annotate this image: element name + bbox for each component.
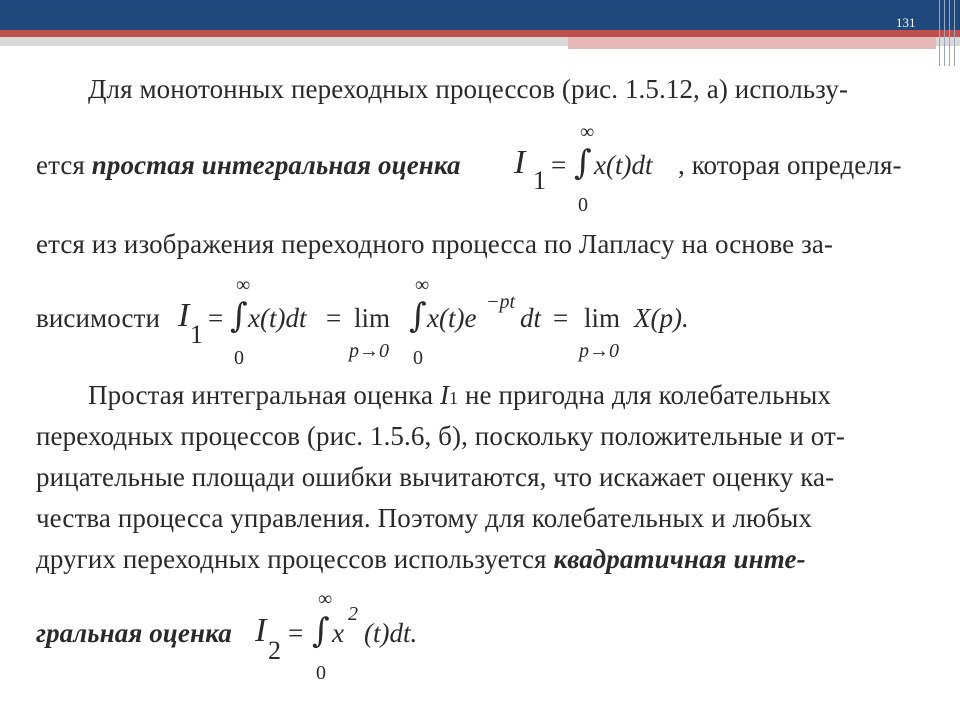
text-line-1: Для монотонных переходных процессов (рис. 1.5.12, а) использу- <box>88 74 849 104</box>
header-accent-red <box>0 30 960 37</box>
text-line-5 <box>88 380 831 411</box>
decorative-lines <box>936 0 960 66</box>
integrand: x <box>332 618 344 648</box>
text-line-9a: других переходных процессов используется <box>36 544 554 574</box>
equals-sign: = <box>288 618 304 648</box>
text-line-8: чества процесса управления. Поэтому для колебательных и любых <box>36 503 812 533</box>
equals-sign: = <box>553 303 569 333</box>
text-line-5b: не пригодна для колебательных <box>458 380 831 410</box>
limit-sub: p→0 <box>349 340 389 362</box>
text-line-10: гральная оценка <box>36 618 232 648</box>
text-line-3: ется из изображения переходного процесса по Лапласу на основе за- <box>36 229 834 259</box>
text-line-7: рицательные площади ошибки вычитаются, что искажает оценку ка- <box>36 462 835 492</box>
symbol-I: I <box>255 612 267 649</box>
lower-bound: 0 <box>316 662 326 684</box>
text-line-5a: Простая интегральная оценка <box>88 380 440 410</box>
upper-bound: ∞ <box>580 121 595 143</box>
integrand: x(t)dt <box>594 150 653 180</box>
integral-sign: ∫ <box>409 296 427 336</box>
text-line-2c: , которая определя- <box>678 150 902 180</box>
limit-sub: p→0 <box>579 340 619 362</box>
upper-bound: ∞ <box>415 274 430 296</box>
equals-sign: = <box>208 303 224 333</box>
subscript-2: 2 <box>268 636 281 665</box>
lower-bound: 0 <box>234 347 244 369</box>
subscript-1: 1 <box>449 388 459 408</box>
text-line-2 <box>36 150 461 181</box>
header-accent-pink <box>568 37 936 49</box>
symbol-I: I <box>439 380 450 410</box>
upper-bound: ∞ <box>318 588 333 610</box>
integrand: x(t)e <box>427 303 477 333</box>
page-number: 131 <box>896 15 916 30</box>
text-line-2a: ется <box>36 150 92 180</box>
lower-bound: 0 <box>413 347 423 369</box>
exponent: −pt <box>486 291 516 313</box>
laplace-image: X(p). <box>634 303 689 333</box>
limit: lim <box>354 303 391 333</box>
equals-sign: = <box>551 150 567 180</box>
lower-bound: 0 <box>578 194 588 216</box>
subscript-1: 1 <box>533 166 546 195</box>
text-line-9 <box>36 544 806 575</box>
equals-sign: = <box>326 303 342 333</box>
header-band <box>0 0 960 30</box>
integrand: x(t)dt <box>248 303 307 333</box>
text-line-6: переходных процессов (рис. 1.5.6, б), поскольку положительные и от- <box>36 421 846 451</box>
integral-sign: ∫ <box>230 296 248 336</box>
exponent: 2 <box>348 603 358 625</box>
symbol-I: I <box>514 144 526 181</box>
limit: lim <box>584 303 621 333</box>
symbol-I: I <box>178 297 190 334</box>
term-quadratic-integral: квадратичная инте- <box>553 544 806 574</box>
term-simple-integral: простая интегральная оценка <box>91 150 461 180</box>
upper-bound: ∞ <box>236 274 251 296</box>
integrand-rest: (t)dt. <box>364 618 418 648</box>
differential: dt <box>520 303 542 333</box>
integral-sign: ∫ <box>312 611 330 651</box>
subscript-1: 1 <box>190 320 203 349</box>
text-line-4: висимости <box>36 303 161 333</box>
integral-sign: ∫ <box>574 143 592 183</box>
